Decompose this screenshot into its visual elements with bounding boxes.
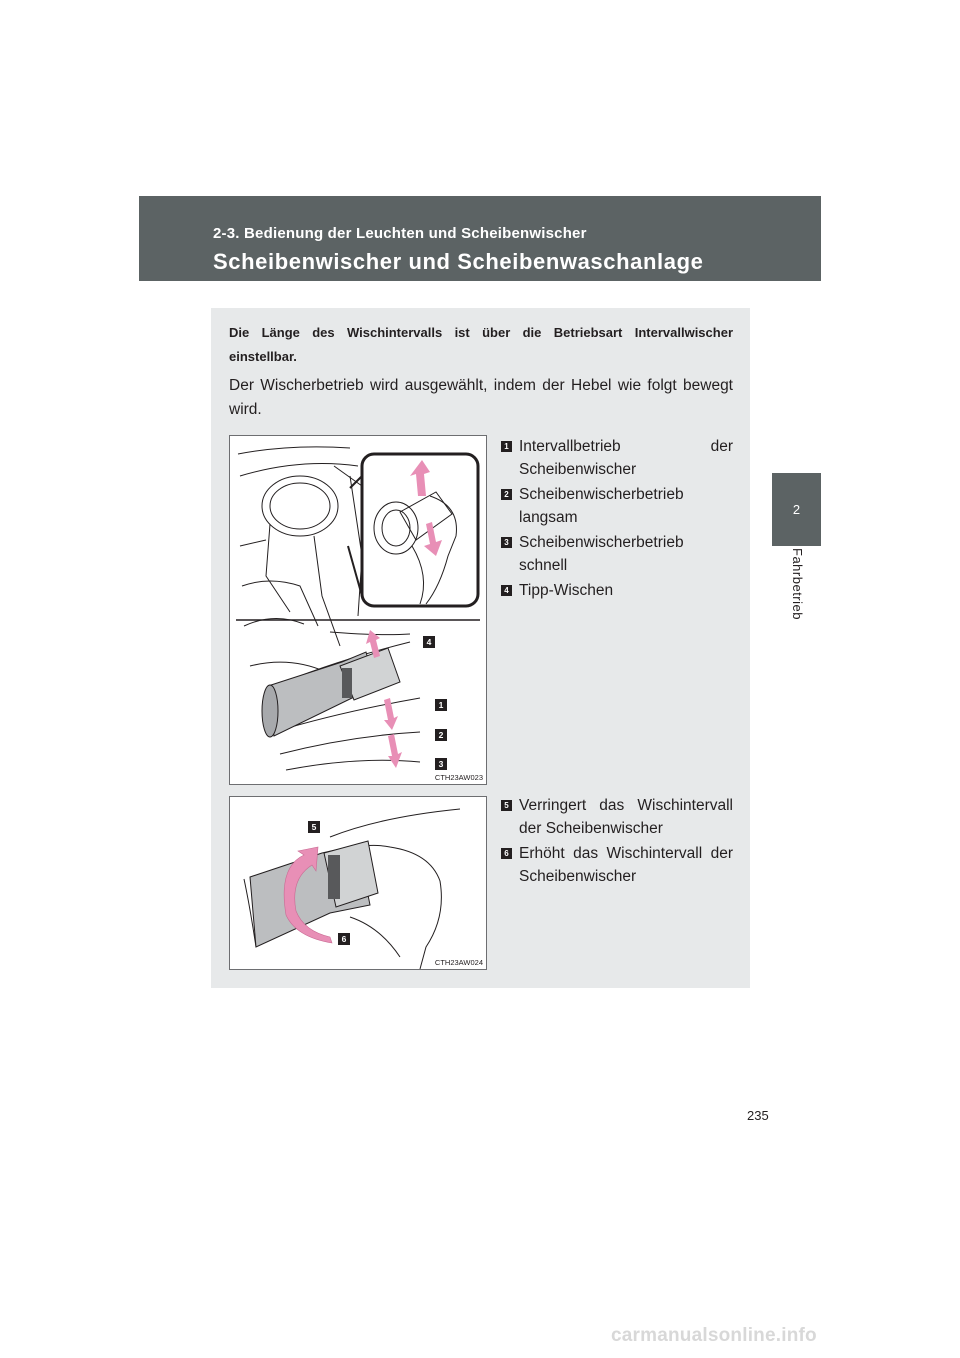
chapter-tab[interactable]: 2 bbox=[772, 473, 821, 546]
intro-text: Der Wischerbetrieb wird ausgewählt, indem der Hebel wie folgt bewegt wird. bbox=[229, 377, 733, 418]
list-item-text: Tipp-Wischen bbox=[519, 582, 614, 599]
list-item-text: Scheibenwischerbetrieb schnell bbox=[519, 534, 684, 574]
illustration-wiper-lever bbox=[230, 436, 486, 784]
list-number-badge: 3 bbox=[501, 537, 512, 548]
list-item-text: Erhöht das Wischintervall der Scheibenwischer bbox=[519, 845, 733, 885]
list-item-text: Verringert das Wischintervall der Scheibenwischer bbox=[519, 797, 733, 837]
list-item bbox=[501, 842, 733, 888]
legend-figure1 bbox=[501, 435, 733, 604]
list-item bbox=[501, 794, 733, 840]
chapter-label: Fahrbetrieb bbox=[790, 548, 805, 620]
figure-wiper-lever-positions bbox=[229, 435, 487, 785]
list-item bbox=[501, 531, 733, 577]
page-title: Scheibenwischer und Scheibenwaschanlage bbox=[213, 249, 704, 274]
list-number-badge: 2 bbox=[501, 489, 512, 500]
watermark[interactable]: carmanualsonline.info bbox=[611, 1325, 817, 1346]
legend-figure2 bbox=[501, 794, 733, 890]
page-number: 235 bbox=[747, 1108, 769, 1123]
callout-badge: 5 bbox=[308, 821, 320, 833]
list-number-badge: 1 bbox=[501, 441, 512, 452]
page-header bbox=[139, 196, 821, 281]
callout-badge: 1 bbox=[435, 699, 447, 711]
list-number-badge: 5 bbox=[501, 800, 512, 811]
figure-code: CTH23AW024 bbox=[434, 958, 483, 967]
list-item-text: Scheibenwischerbetrieb langsam bbox=[519, 486, 684, 526]
intro-bold-text: Die Länge des Wischintervalls ist über die Betriebsart Intervallwischer einstellbar. bbox=[229, 325, 733, 364]
illustration-interval-ring bbox=[230, 797, 486, 969]
callout-badge: 6 bbox=[338, 933, 350, 945]
section-label: 2-3. Bedienung der Leuchten und Scheibenwischer bbox=[213, 225, 587, 242]
list-number-badge: 6 bbox=[501, 848, 512, 859]
callout-badge: 2 bbox=[435, 729, 447, 741]
arrow-down-icon bbox=[388, 734, 402, 768]
list-item bbox=[501, 579, 733, 602]
list-number-badge: 4 bbox=[501, 585, 512, 596]
figure-code: CTH23AW023 bbox=[434, 773, 483, 782]
figure-wiper-interval-ring bbox=[229, 796, 487, 970]
list-item-text: Intervallbetrieb der Scheibenwischer bbox=[519, 438, 733, 478]
list-item bbox=[501, 435, 733, 481]
callout-badge: 3 bbox=[435, 758, 447, 770]
dashboard-sketch bbox=[238, 447, 362, 672]
content-box bbox=[211, 308, 750, 988]
callout-badge: 4 bbox=[423, 636, 435, 648]
list-item bbox=[501, 483, 733, 529]
